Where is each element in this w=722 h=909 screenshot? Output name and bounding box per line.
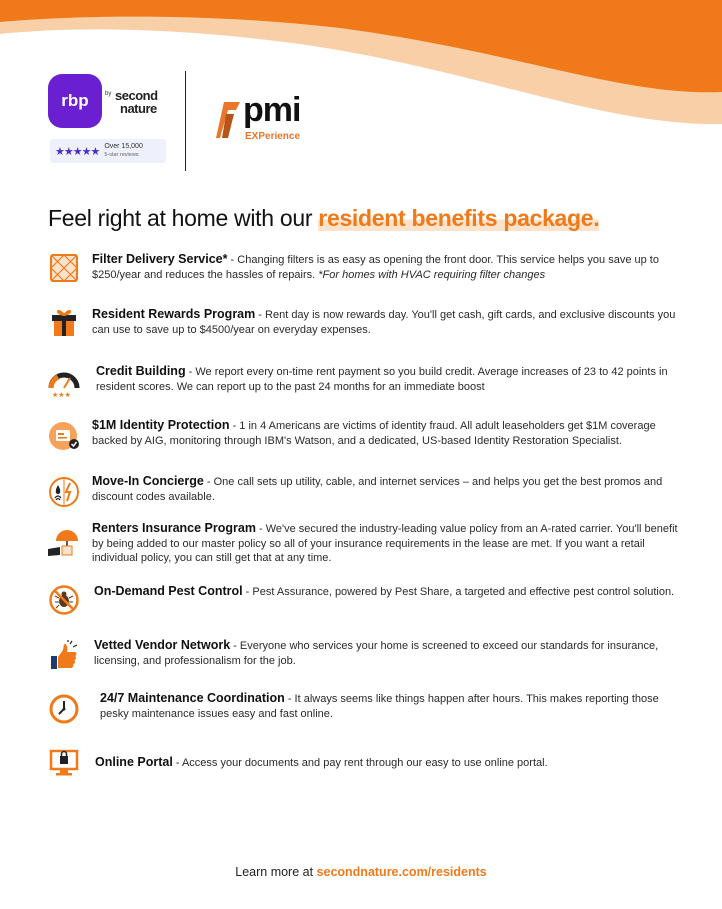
benefit-description: - 1 in 4 Americans are victims of identity fraud. All adult leaseholders get $1M coverage backed by AIG, monitoring through IBM's Watson, and a dedicated, US-based Identity Restoration Specialist. [92,420,656,447]
pmi-wordmark: pmi [243,91,301,129]
gift-icon [48,307,80,339]
benefit-title: On-Demand Pest Control [94,584,243,598]
reviews-count: Over 15,000 [104,143,143,150]
benefit-description: - We've secured the industry-leading value policy from an A-rated carrier. You'll benefit by being added to our master policy so all of your insurance requirements in the lease are met. If you want a retail individual policy, you can still get that at any time. [92,523,678,564]
reviews-badge [50,139,166,163]
svg-text:★★★: ★★★ [52,391,71,398]
benefit-description: - Everyone who services your home is screened to exceed our standards for insurance, licensing, and professionalism for the job. [94,640,659,667]
reviews-label: 5-star reviews [104,152,139,158]
pmi-mark-icon [214,100,242,140]
clock-icon [48,693,80,725]
benefit-description: - Access your documents and pay rent through our easy to use online portal. [172,757,548,769]
benefit-footnote: *For homes with HVAC requiring filter changes [318,268,546,281]
benefit-title: Online Portal [95,755,173,769]
rbp-badge: rbp [48,74,102,128]
benefit-title: Filter Delivery Service* [92,252,228,266]
benefit-description: - Rent day is now rewards day. You'll get cash, gift cards, and exclusive discounts you can use to save up to $4500/year on everyday expenses. [92,309,676,336]
footer [0,865,722,879]
rbp-by: by [105,91,112,97]
star-rating-icon: ★★★★★ [55,145,100,158]
pmi-logo [214,91,334,148]
benefit-title: Renters Insurance Program [92,521,256,535]
benefit-title: Resident Rewards Program [92,307,256,321]
footer-prefix: Learn more at [235,865,317,879]
credit-gauge-icon [48,366,80,398]
benefit-title: Move-In Concierge [92,474,204,488]
benefit-title: Vetted Vendor Network [94,638,231,652]
benefit-description: - Changing filters is as easy as opening the front door. This service helps you save up to $250/year and reduces the hassles of repairs. [92,254,659,281]
thumbs-up-icon [48,640,80,672]
benefit-description: - We report every on-time rent payment so you build credit. Average increases of 23 to 42 points in resident scores. We can report up to the past 24 months for an immediate boost [96,366,668,393]
benefit-title: 24/7 Maintenance Coordination [100,691,285,705]
umbrella-icon [48,527,80,559]
filter-icon [48,252,80,284]
headline-accent: resident benefits package. [318,205,600,231]
rbp-nature: nature [120,101,157,116]
pest-control-icon [48,584,80,616]
logo-divider [185,71,186,171]
portal-icon [48,746,80,778]
benefit-description: - It always seems like things happen after hours. This makes reporting those pesky maintenance issues easy and fast online. [100,693,659,720]
header-wave [0,0,722,130]
benefit-title: Credit Building [96,364,186,378]
benefit-description: - One call sets up utility, cable, and internet services – and helps you get the best promos and discount codes available. [92,476,663,503]
benefit-description: - Pest Assurance, powered by Pest Share, a targeted and effective pest control solution. [242,586,675,598]
headline-prefix: Feel right at home with our [48,205,313,231]
rbp-second: second [115,88,158,103]
utilities-icon [48,476,80,508]
benefit-title: $1M Identity Protection [92,418,230,432]
footer-link[interactable]: secondnature.com/residents [316,865,487,879]
identity-protection-icon [48,420,80,452]
page-headline [48,205,599,232]
pmi-tagline: EXPerience [245,131,301,142]
